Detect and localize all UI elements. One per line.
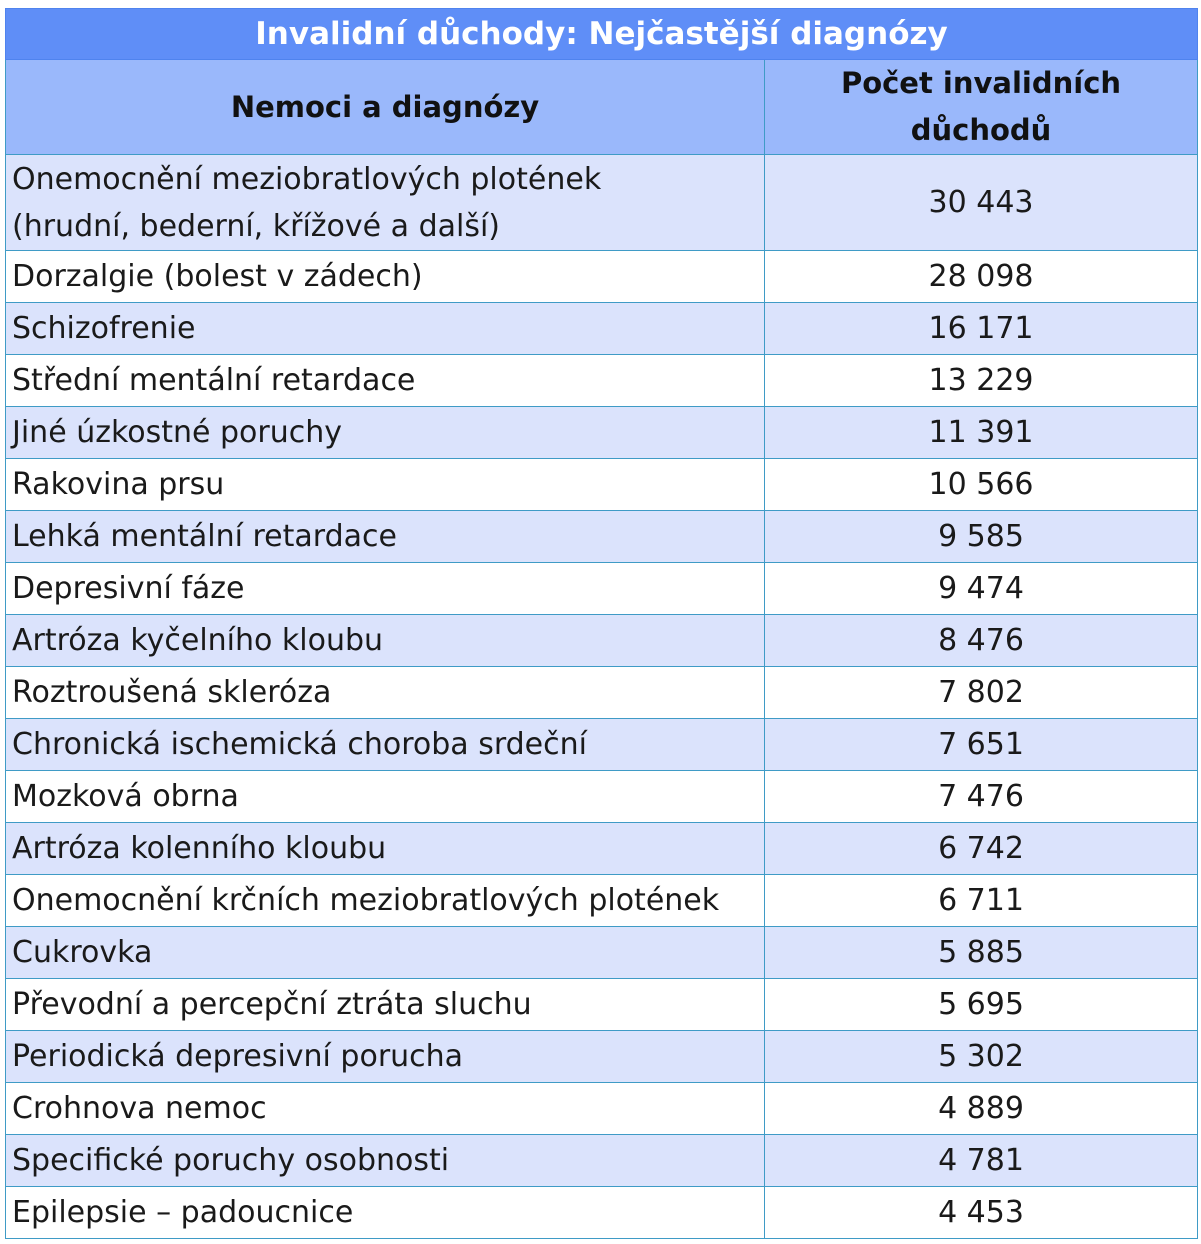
diagnosis-cell: Převodní a percepční ztráta sluchu bbox=[6, 979, 765, 1031]
count-cell: 28 098 bbox=[765, 251, 1198, 303]
diagnosis-cell: Crohnova nemoc bbox=[6, 1083, 765, 1135]
header-row bbox=[6, 60, 1198, 155]
count-cell: 8 476 bbox=[765, 615, 1198, 667]
diagnosis-cell: Artróza kyčelního kloubu bbox=[6, 615, 765, 667]
table-row bbox=[6, 1135, 1198, 1187]
diagnosis-cell: Schizofrenie bbox=[6, 303, 765, 355]
table-row bbox=[6, 511, 1198, 563]
count-cell: 9 585 bbox=[765, 511, 1198, 563]
diagnosis-cell: Roztroušená skleróza bbox=[6, 667, 765, 719]
count-cell: 4 781 bbox=[765, 1135, 1198, 1187]
column-header-count bbox=[765, 60, 1198, 155]
diagnosis-cell: Depresivní fáze bbox=[6, 563, 765, 615]
diagnosis-cell: Střední mentální retardace bbox=[6, 355, 765, 407]
table-row bbox=[6, 303, 1198, 355]
table-title: Invalidní důchody: Nejčastější diagnózy bbox=[6, 9, 1198, 60]
count-cell: 5 695 bbox=[765, 979, 1198, 1031]
table-row bbox=[6, 407, 1198, 459]
column-header-count-line2: důchodů bbox=[910, 113, 1052, 147]
table-row bbox=[6, 1031, 1198, 1083]
diagnoses-table bbox=[5, 8, 1198, 1239]
table-row bbox=[6, 719, 1198, 771]
count-cell: 30 443 bbox=[765, 155, 1198, 251]
count-cell: 6 742 bbox=[765, 823, 1198, 875]
table-row bbox=[6, 1187, 1198, 1239]
table-row bbox=[6, 823, 1198, 875]
table-row bbox=[6, 979, 1198, 1031]
count-cell: 4 889 bbox=[765, 1083, 1198, 1135]
table-row bbox=[6, 355, 1198, 407]
diagnosis-cell: Rakovina prsu bbox=[6, 459, 765, 511]
diagnosis-cell bbox=[6, 155, 765, 251]
diagnosis-cell: Dorzalgie (bolest v zádech) bbox=[6, 251, 765, 303]
count-cell: 16 171 bbox=[765, 303, 1198, 355]
count-cell: 5 302 bbox=[765, 1031, 1198, 1083]
diagnosis-cell: Periodická depresivní porucha bbox=[6, 1031, 765, 1083]
table-row bbox=[6, 251, 1198, 303]
diagnosis-cell: Chronická ischemická choroba srdeční bbox=[6, 719, 765, 771]
diagnosis-cell: Specifické poruchy osobnosti bbox=[6, 1135, 765, 1187]
table-row bbox=[6, 927, 1198, 979]
column-header-count-line1: Počet invalidních bbox=[840, 66, 1122, 100]
table-row bbox=[6, 155, 1198, 251]
count-cell: 5 885 bbox=[765, 927, 1198, 979]
count-cell: 9 474 bbox=[765, 563, 1198, 615]
count-cell: 11 391 bbox=[765, 407, 1198, 459]
count-cell: 6 711 bbox=[765, 875, 1198, 927]
count-cell: 7 802 bbox=[765, 667, 1198, 719]
count-cell: 10 566 bbox=[765, 459, 1198, 511]
diagnosis-cell: Jiné úzkostné poruchy bbox=[6, 407, 765, 459]
table-row bbox=[6, 1083, 1198, 1135]
diagnosis-line2: (hrudní, bederní, křížové a další) bbox=[12, 208, 500, 244]
diagnosis-cell: Cukrovka bbox=[6, 927, 765, 979]
diagnosis-cell: Mozková obrna bbox=[6, 771, 765, 823]
diagnosis-cell: Onemocnění krčních meziobratlových plotének bbox=[6, 875, 765, 927]
table-row bbox=[6, 667, 1198, 719]
column-header-diagnosis: Nemoci a diagnózy bbox=[6, 60, 765, 155]
table-body bbox=[6, 155, 1198, 1239]
count-cell: 13 229 bbox=[765, 355, 1198, 407]
diagnosis-cell: Artróza kolenního kloubu bbox=[6, 823, 765, 875]
table-row bbox=[6, 875, 1198, 927]
count-cell: 7 476 bbox=[765, 771, 1198, 823]
title-row bbox=[6, 9, 1198, 60]
count-cell: 7 651 bbox=[765, 719, 1198, 771]
diagnosis-line1: Onemocnění meziobratlových plotének bbox=[12, 161, 602, 197]
table-row bbox=[6, 459, 1198, 511]
table-wrapper bbox=[5, 8, 1197, 1239]
table-row bbox=[6, 615, 1198, 667]
table-row bbox=[6, 563, 1198, 615]
diagnosis-cell: Lehká mentální retardace bbox=[6, 511, 765, 563]
count-cell: 4 453 bbox=[765, 1187, 1198, 1239]
table-row bbox=[6, 771, 1198, 823]
diagnosis-cell: Epilepsie – padoucnice bbox=[6, 1187, 765, 1239]
